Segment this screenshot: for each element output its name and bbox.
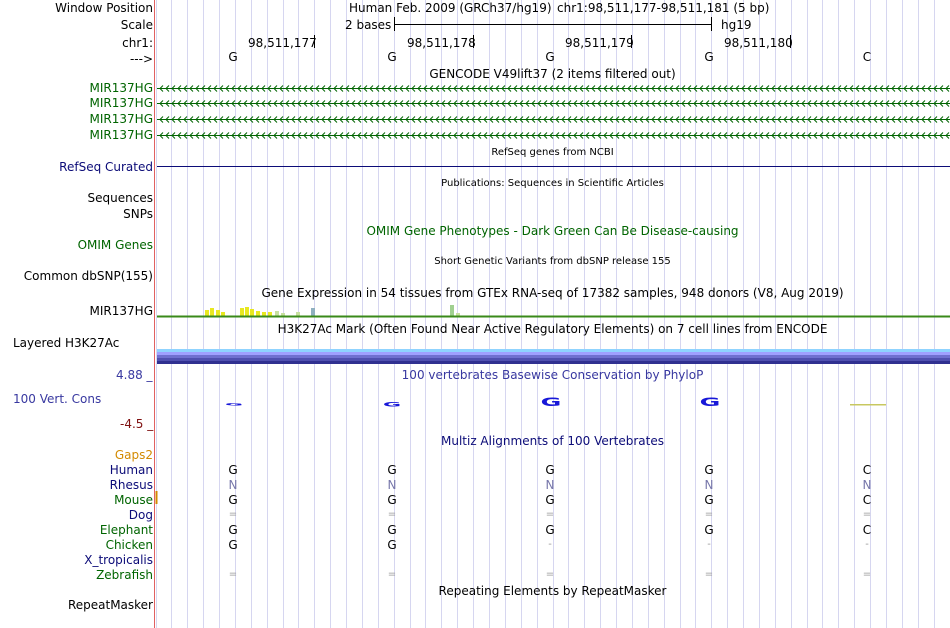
gtex-bar	[275, 311, 279, 316]
species-base: =	[704, 509, 714, 520]
species-base: =	[228, 569, 238, 580]
omim-label[interactable]: OMIM Genes	[77, 238, 153, 252]
gtex-bars	[205, 305, 460, 316]
scale-text: 2 bases	[345, 18, 392, 32]
species-base: G	[228, 493, 238, 507]
species-label-elephant[interactable]: Elephant	[99, 523, 153, 537]
gtex-title[interactable]: Gene Expression in 54 tissues from GTEx RNA-seq of 17382 samples, 948 donors (V8, Aug 2019)	[261, 286, 844, 300]
species-base: G	[387, 493, 397, 507]
gtex-bar	[216, 310, 220, 316]
strand-label: --->	[129, 52, 153, 66]
species-base: N	[862, 478, 872, 492]
svg-text:G: G	[540, 394, 562, 409]
species-label-zebrafish[interactable]: Zebrafish	[96, 568, 153, 582]
gtex-bar	[240, 308, 244, 316]
gtex-bar	[250, 309, 254, 316]
species-base: G	[387, 523, 397, 537]
species-base: G	[704, 523, 714, 537]
species-base: N	[387, 478, 397, 492]
publications-sequences-label[interactable]: Sequences	[87, 191, 153, 205]
phylop-min: -4.5 _	[120, 417, 154, 431]
ref-base: G	[545, 50, 555, 64]
scale-label: Scale	[120, 18, 153, 32]
gencode-item-label[interactable]: MIR137HG	[89, 112, 153, 126]
species-base: G	[228, 463, 238, 477]
ruler-tick-label: 98,511,179	[565, 36, 634, 50]
gencode-item-label[interactable]: MIR137HG	[89, 81, 153, 95]
species-base: =	[862, 569, 872, 580]
species-base: =	[862, 509, 872, 520]
species-base: G	[545, 463, 555, 477]
species-base: C	[862, 493, 872, 507]
svg-text:G: G	[699, 394, 721, 409]
ruler-tick-label: 98,511,178	[407, 36, 476, 50]
species-base: C	[862, 523, 872, 537]
dbsnp-title[interactable]: Short Genetic Variants from dbSNP release 155	[434, 256, 671, 267]
gtex-bar	[245, 307, 249, 316]
species-base: -	[865, 539, 869, 550]
species-base: =	[228, 509, 238, 520]
chr-label: chr1:	[122, 36, 153, 50]
gtex-bar	[205, 310, 209, 316]
species-label-human[interactable]: Human	[109, 463, 153, 477]
publications-snps-label[interactable]: SNPs	[123, 207, 153, 221]
gtex-bar	[268, 312, 272, 316]
gtex-bar	[210, 308, 214, 316]
species-base: G	[228, 523, 238, 537]
phylop-title[interactable]: 100 vertebrates Basewise Conservation by PhyloP	[401, 368, 704, 382]
publications-title[interactable]: Publications: Sequences in Scientific Articles	[441, 178, 664, 189]
svg-text:G: G	[382, 400, 402, 408]
ref-base: C	[862, 50, 872, 64]
species-base: G	[704, 463, 714, 477]
h3k27ac-layers	[157, 349, 950, 364]
scale-db: hg19	[721, 18, 752, 32]
h3k27ac-title[interactable]: H3K27Ac Mark (Often Found Near Active Regulatory Elements) on 7 cell lines from ENCODE	[277, 322, 828, 336]
phylop-logo	[225, 395, 886, 409]
gtex-bar	[450, 305, 454, 316]
species-base: =	[545, 509, 555, 520]
species-base: =	[387, 509, 397, 520]
species-base: N	[545, 478, 555, 492]
gtex-bar	[256, 311, 260, 316]
ref-base: G	[228, 50, 238, 64]
ruler-tick-label: 98,511,180	[724, 36, 793, 50]
gaps-label: Gaps2	[114, 448, 153, 462]
species-base: G	[228, 538, 238, 552]
phylop-label[interactable]: 100 Vert. Cons	[13, 392, 102, 406]
species-base: C	[862, 463, 872, 477]
species-base: G	[704, 493, 714, 507]
position-text: chr1:98,511,177-98,511,181 (5 bp)	[557, 1, 770, 15]
ruler-ticks	[315, 35, 791, 48]
assembly-text: Human Feb. 2009 (GRCh37/hg19)	[349, 1, 552, 15]
species-base: -	[707, 539, 711, 550]
gtex-bar	[221, 312, 225, 316]
species-label-rhesus[interactable]: Rhesus	[109, 478, 153, 492]
ref-base: G	[387, 50, 397, 64]
species-base: G	[387, 538, 397, 552]
ruler-tick-label: 98,511,177	[248, 36, 317, 50]
gtex-bar	[296, 312, 300, 316]
species-label-mouse[interactable]: Mouse	[114, 493, 153, 507]
species-base: N	[228, 478, 238, 492]
gtex-bar	[311, 308, 315, 316]
repeatmasker-label[interactable]: RepeatMasker	[67, 598, 153, 612]
repeatmasker-title[interactable]: Repeating Elements by RepeatMasker	[438, 584, 667, 598]
refseq-title[interactable]: RefSeq genes from NCBI	[491, 147, 614, 158]
gencode-item-label[interactable]: MIR137HG	[89, 128, 153, 142]
species-label-dog[interactable]: Dog	[128, 508, 153, 522]
svg-text:G: G	[224, 402, 244, 407]
omim-title[interactable]: OMIM Gene Phenotypes - Dark Green Can Be Disease-causing	[366, 224, 739, 238]
species-label-x-tropicalis[interactable]: X_tropicalis	[84, 553, 153, 567]
gencode-item-label[interactable]: MIR137HG	[89, 96, 153, 110]
species-base: G	[545, 493, 555, 507]
species-base: =	[387, 569, 397, 580]
multiz-title[interactable]: Multiz Alignments of 100 Vertebrates	[440, 434, 665, 448]
gencode-title[interactable]: GENCODE V49lift37 (2 items filtered out)	[429, 67, 676, 81]
dbsnp-label[interactable]: Common dbSNP(155)	[23, 269, 153, 283]
species-base: N	[704, 478, 714, 492]
species-base: -	[548, 539, 552, 550]
species-base: =	[704, 569, 714, 580]
species-base: G	[545, 523, 555, 537]
phylop-max: 4.88 _	[116, 368, 153, 382]
ref-base: G	[704, 50, 714, 64]
species-base: =	[545, 569, 555, 580]
window-position-label: Window Position	[55, 1, 153, 15]
species-label-chicken[interactable]: Chicken	[105, 538, 153, 552]
gtex-label[interactable]: MIR137HG	[89, 304, 153, 318]
h3k27ac-label[interactable]: Layered H3K27Ac	[13, 336, 120, 350]
gtex-bar	[262, 312, 266, 316]
refseq-label[interactable]: RefSeq Curated	[59, 160, 153, 174]
species-base: G	[387, 463, 397, 477]
